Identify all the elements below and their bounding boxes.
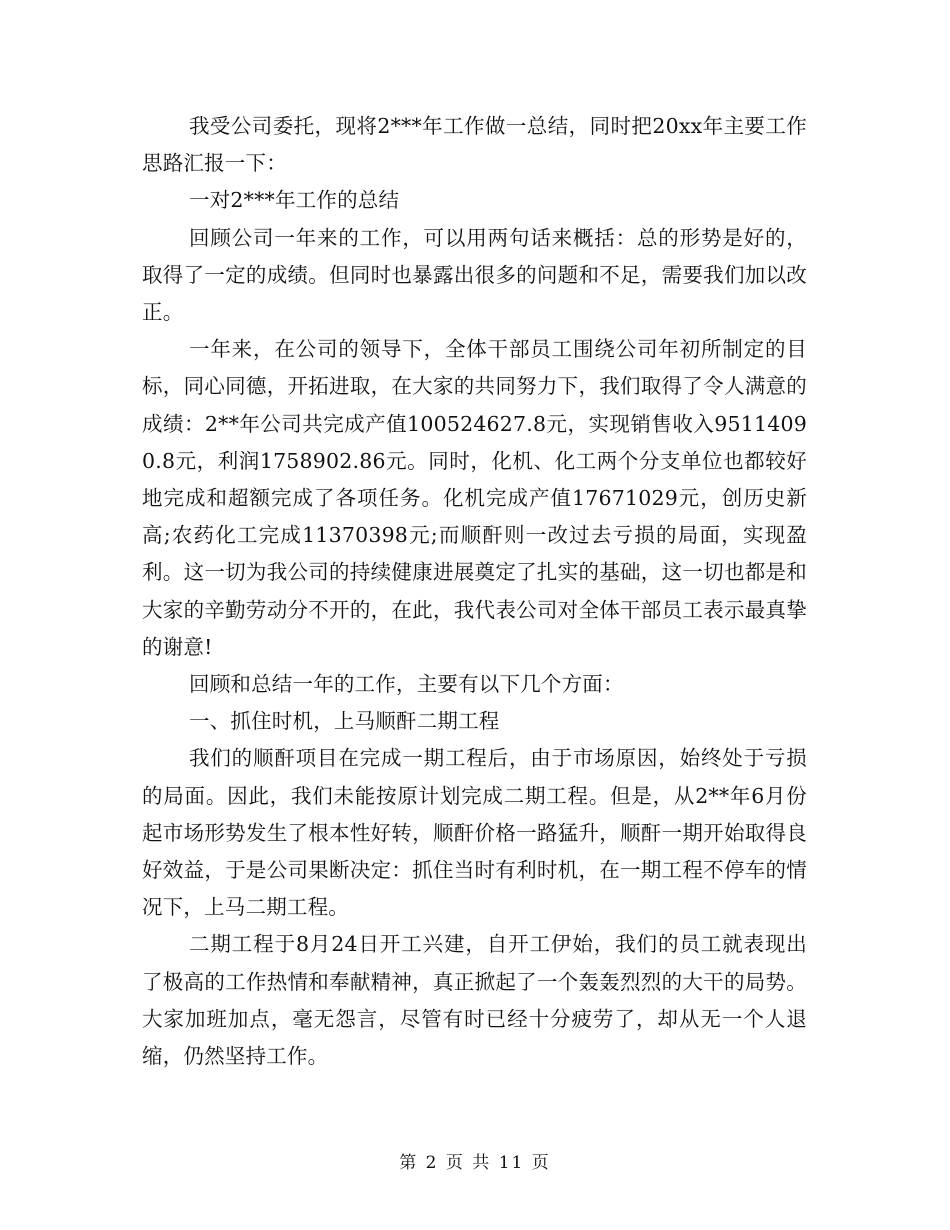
section-heading-phase-two: 一、抓住时机，上马顺酐二期工程 [189,709,500,734]
paragraph-aspects-intro: 回顾和总结一年的工作，主要有以下几个方面： [189,672,624,697]
paragraph-phase-two-construction: 二期工程于8月24日开工兴建，自开工伊始，我们的员工就表现出了极高的工作热情和奉献精神，真正掀起了一个轰轰烈烈的大干的局势。大家加班加点，毫无怨言，尽管有时已经十分疲劳了，却从无一个人退缩，仍然坚持工作。 [142,932,807,1069]
paragraph-achievements: 一年来，在公司的领导下，全体干部员工围绕公司年初所制定的目标，同心同德，开拓进取，在大家的共同努力下，我们取得了令人满意的成绩：2**年公司共完成产值100524627.8元，实现销售收入95114090.8元，利润1758902.86元。同时，化机、化工两个分支单位也都较好地完成和超额完成了各项任务。化机完成产值17671029元，创历史新高;农药化工完成11370398元;而顺酐则一改过去亏损的局面，实现盈利。这一切为我公司的持续健康进展奠定了扎实的基础，这一切也都是和大家的辛勤劳动分不开的，在此，我代表公司对全体干部员工表示最真挚的谢意! [142,337,807,659]
paragraph-review: 回顾公司一年来的工作，可以用两句话来概括：总的形势是好的，取得了一定的成绩。但同时也暴露出很多的问题和不足，需要我们加以改正。 [142,225,807,325]
document-body [142,108,807,1075]
page-number-footer: 第 2 页 共 11 页 [399,1153,551,1173]
section-heading-summary: 一对2***年工作的总结 [189,188,400,213]
paragraph-phase-two-background: 我们的顺酐项目在完成一期工程后，由于市场原因，始终处于亏损的局面。因此，我们未能按原计划完成二期工程。但是，从2**年6月份起市场形势发生了根本性好转，顺酐价格一路猛升，顺酐一期开始取得良好效益，于是公司果断决定：抓住当时有利时机，在一期工程不停车的情况下，上马二期工程。 [142,746,807,920]
paragraph-intro: 我受公司委托，现将2***年工作做一总结，同时把20xx年主要工作思路汇报一下： [142,114,807,176]
